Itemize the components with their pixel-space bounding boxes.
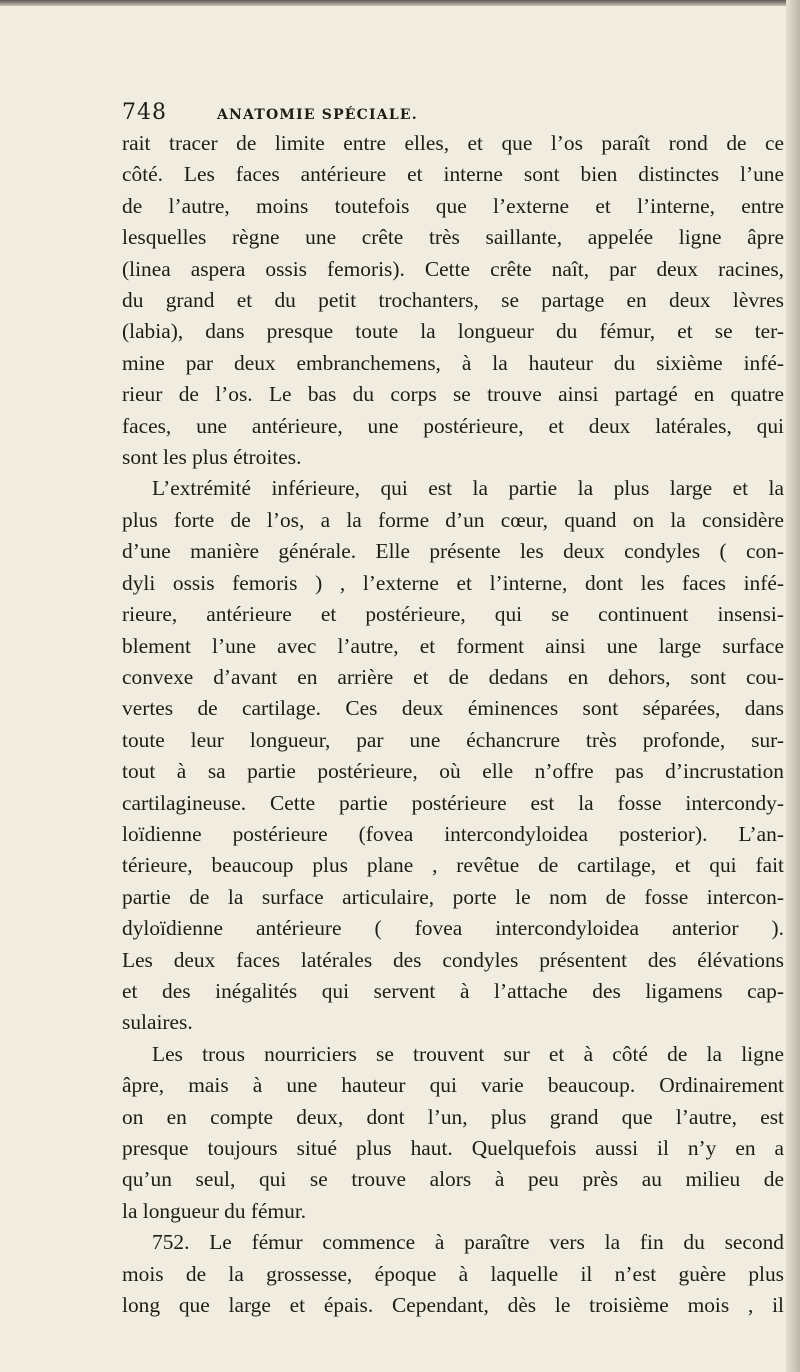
text-line: mine par deux embranchemens, à la hauteur du sixième infé- — [122, 350, 784, 375]
text-line: d’une manière générale. Elle présente les deux condyles ( con- — [122, 539, 784, 564]
text-line: convexe d’avant en arrière et de dedans en dehors, sont cou- — [122, 664, 784, 689]
text-line: térieure, beaucoup plus plane , revêtue de cartilage, et qui fait — [122, 853, 784, 878]
text-line: cartilagineuse. Cette partie postérieure est la fosse intercondy- — [122, 790, 784, 815]
text-line: (linea aspera ossis femoris). Cette crête naît, par deux racines, — [122, 256, 784, 281]
text-line: toute leur longueur, par une échancrure très profonde, sur- — [122, 727, 784, 752]
text-line: sulaires. — [122, 1010, 193, 1035]
text-line: L’extrémité inférieure, qui est la partie la plus large et la — [152, 476, 784, 501]
page-right-edge — [786, 0, 800, 1372]
text-line: rieure, antérieure et postérieure, qui se continuent insensi- — [122, 602, 784, 627]
text-line: de l’autre, moins toutefois que l’externe et l’interne, entre — [122, 193, 784, 218]
text-line: long que large et épais. Cependant, dès le troisième mois , il — [122, 1293, 784, 1318]
page-top-edge — [0, 0, 800, 6]
book-page — [122, 100, 784, 1321]
running-head — [122, 100, 784, 126]
text-line: (labia), dans presque toute la longueur du fémur, et se ter- — [122, 319, 784, 344]
text-line: mois de la grossesse, époque à laquelle il n’est guère plus — [122, 1261, 784, 1286]
text-line: la longueur du fémur. — [122, 1198, 307, 1223]
running-title: ANATOMIE SPÉCIALE. — [217, 107, 418, 123]
text-line: on en compte deux, dont l’un, plus grand que l’autre, est — [122, 1104, 784, 1129]
text-line: et des inégalités qui servent à l’attache des ligamens cap- — [122, 978, 784, 1003]
text-line: plus forte de l’os, a la forme d’un cœur, quand on la considère — [122, 507, 784, 532]
text-line: sont les plus étroites. — [122, 445, 302, 470]
text-line: Les deux faces latérales des condyles présentent des élévations — [122, 947, 784, 972]
text-line: dyli ossis femoris ) , l’externe et l’interne, dont les faces infé- — [122, 570, 784, 595]
text-line: partie de la surface articulaire, porte le nom de fosse intercon- — [122, 884, 784, 909]
text-line: côté. Les faces antérieure et interne sont bien distinctes l’une — [122, 162, 784, 187]
text-line: qu’un seul, qui se trouve alors à peu près au milieu de — [122, 1167, 784, 1192]
text-line: tout à sa partie postérieure, où elle n’offre pas d’incrustation — [122, 759, 784, 784]
text-line: rieur de l’os. Le bas du corps se trouve ainsi partagé en quatre — [122, 382, 784, 407]
text-line: blement l’une avec l’autre, et forment ainsi une large surface — [122, 633, 784, 658]
text-line: du grand et du petit trochanters, se partage en deux lèvres — [122, 288, 784, 313]
text-line: 752. Le fémur commence à paraître vers la fin du second — [152, 1230, 784, 1255]
page-number: 748 — [122, 100, 167, 125]
text-line: âpre, mais à une hauteur qui varie beaucoup. Ordinairement — [122, 1073, 784, 1098]
text-line: rait tracer de limite entre elles, et que l’os paraît rond de ce — [122, 131, 784, 155]
text-line: presque toujours situé plus haut. Quelquefois aussi il n’y en a — [122, 1136, 784, 1160]
text-line: Les trous nourriciers se trouvent sur et à côté de la ligne — [152, 1041, 784, 1066]
text-line: dyloïdienne antérieure ( fovea intercondyloidea anterior ). — [122, 916, 784, 941]
text-line: lesquelles règne une crête très saillante, appelée ligne âpre — [122, 225, 784, 250]
text-line: loïdienne postérieure (fovea intercondyloidea posterior). L’an- — [122, 821, 784, 846]
text-line: vertes de cartilage. Ces deux éminences sont séparées, dans — [122, 696, 784, 721]
body-text — [122, 128, 784, 1321]
text-line: faces, une antérieure, une postérieure, et deux latérales, qui — [122, 413, 784, 438]
